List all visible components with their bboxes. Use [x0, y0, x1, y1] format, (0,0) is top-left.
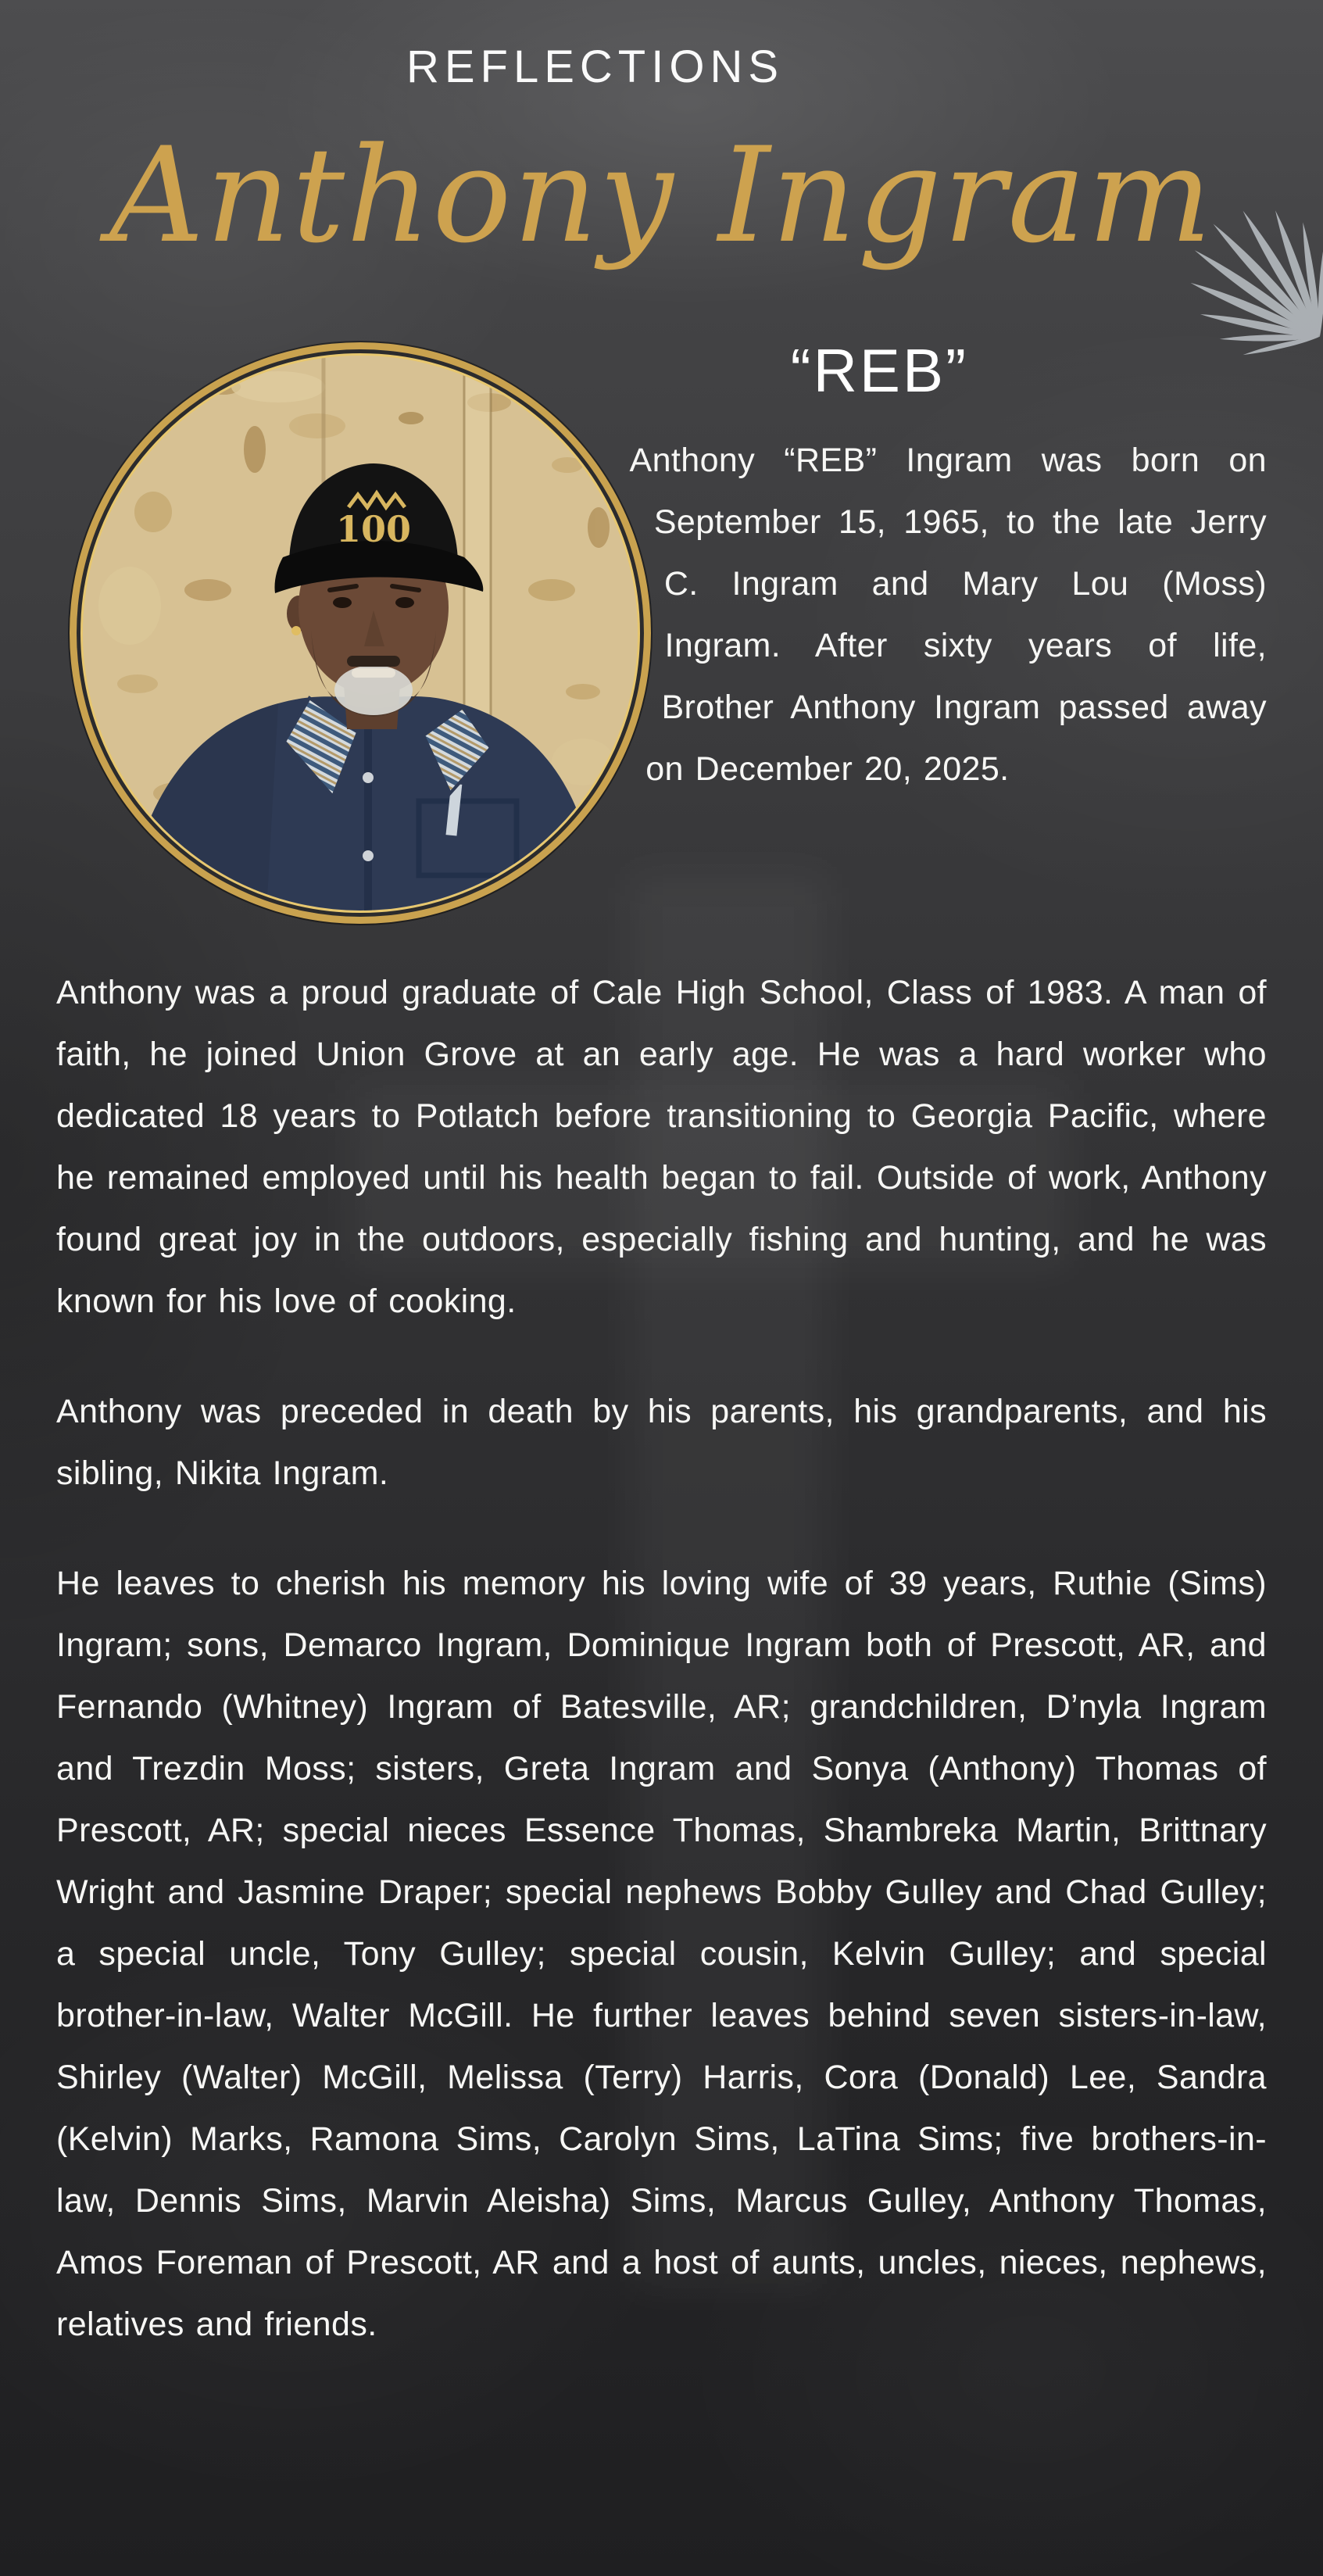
portrait-photo-wrap [67, 340, 649, 921]
portrait-photo [80, 353, 640, 913]
obituary-paragraph-1: Anthony “REB” Ingram was born on September 15, 1965, to the late Jerry C. Ingram and Mary Lou (Moss) Ingram. After sixty years of life, Brother Anthony Ingram passed away on December 20, 2025. [629, 441, 1267, 788]
cap-logo-text: 100 [335, 507, 412, 550]
page-title: REFLECTIONS [406, 41, 785, 92]
nickname-heading: “REB” [790, 335, 968, 405]
obituary-paragraph-2: Anthony was a proud graduate of Cale High School, Class of 1983. A man of faith, he joined Union Grove at an early age. He was a hard worker who dedicated 18 years to Potlatch before transitioning to Georgia Pacific, where he remained employed until his health began to fail. Outside of work, Anthony found great joy in the outdoors, especially fishing and hunting, and he was known for his love of cooking. [56, 973, 1267, 1320]
portrait-illustration [83, 356, 638, 911]
obituary-lower-section [56, 931, 1267, 2356]
obituary-content [0, 335, 1323, 2356]
obituary-paragraph-4: He leaves to cherish his memory his loving wife of 39 years, Ruthie (Sims) Ingram; sons, Demarco Ingram, Dominique Ingram both of Prescott, AR, and Fernando (Whitney) Ingram of Batesville, AR; grandchildren, D’nyla Ingram and Trezdin Moss; sisters, Greta Ingram and Sonya (Anthony) Thomas of Prescott, AR; special nieces Essence Thomas, Shambreka Martin, Brittnary Wright and Jasmine Draper; special nephews Bobby Gulley and Chad Gulley; a special uncle, Tony Gulley; special cousin, Kelvin Gulley; and special brother-in-law, Walter McGill. He further leaves behind seven sisters-in-law, Shirley (Walter) McGill, Melissa (Terry) Harris, Cora (Donald) Lee, Sandra (Kelvin) Marks, Ramona Sims, Carolyn Sims, LaTina Sims; five brothers-in-law, Dennis Sims, Marvin Aleisha) Sims, Marcus Gulley, Anthony Thomas, Amos Foreman of Prescott, AR and a host of aunts, uncles, nieces, nephews, relatives and friends. [56, 1564, 1267, 2343]
deceased-name-script: Anthony Ingram [109, 119, 1214, 272]
header [0, 0, 1323, 292]
obituary-paragraph-3: Anthony was preceded in death by his parents, his grandparents, and his sibling, Nikita Ingram. [56, 1392, 1267, 1492]
